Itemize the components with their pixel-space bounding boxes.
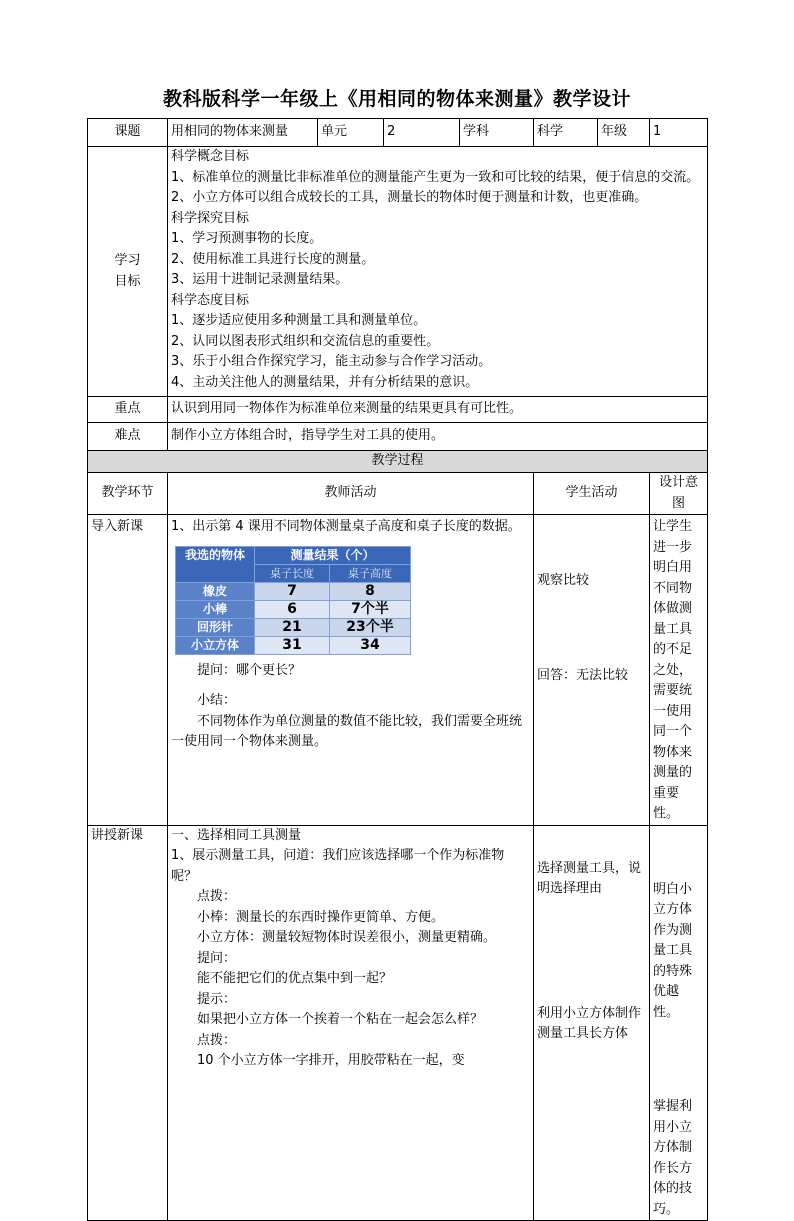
intro-teacher-line: 1、出示第 4 课用不同物体测量桌子高度和桌子长度的数据。 <box>171 519 521 534</box>
lecture-line: 一、选择相同工具测量 <box>171 827 302 843</box>
grade-value: 1 <box>650 119 708 147</box>
objective-line: 2、使用标准工具进行长度的测量。 <box>171 251 375 267</box>
intro-teacher <box>168 515 534 826</box>
col-teacher: 教师活动 <box>168 473 534 515</box>
mt-sub-length: 桌子长度 <box>255 564 330 582</box>
intro-stage: 导入新课 <box>88 515 168 826</box>
subject-label: 学科 <box>460 119 534 147</box>
lecture-intent <box>650 825 708 1221</box>
lecture-line: 提问： <box>197 950 237 966</box>
lecture-line: 小立方体：测量较短物体时误差很小，测量更精确。 <box>197 930 497 945</box>
key-point-text: 认识到用同一物体作为标准单位来测量的结果更具有可比性。 <box>168 397 708 423</box>
lecture-line: 能不能把它们的优点集中到一起？ <box>197 971 393 986</box>
difficulty-text: 制作小立方体组合时，指导学生对工具的使用。 <box>168 423 708 451</box>
objective-line: 3、乐于小组合作探究学习，能主动参与合作学习活动。 <box>171 354 492 369</box>
document-title: 教科版科学一年级上《用相同的物体来测量》教学设计 <box>162 88 631 110</box>
col-stage: 教学环节 <box>88 473 168 515</box>
table-row: 橡皮 7 8 <box>176 582 411 600</box>
lecture-line: 提示： <box>197 991 237 1007</box>
objective-line: 1、学习预测事物的长度。 <box>171 231 323 246</box>
objective-line: 科学探究目标 <box>171 210 250 226</box>
lecture-intent-1: 明白小立方体作为测量工具的特殊优越性。 <box>653 881 693 1020</box>
table-row: 回形针 21 23个半 <box>176 618 411 636</box>
intro-summary-text: 不同物体作为单位测量的数值不能比较，我们需要全班统一使用同一个物体来测量。 <box>171 713 523 749</box>
difficulty-row <box>88 423 708 451</box>
unit-label: 单元 <box>318 119 384 147</box>
mt-group-header: 测量结果（个） <box>255 546 411 564</box>
topic-value: 用相同的物体来测量 <box>168 119 318 147</box>
lecture-student <box>534 825 650 1221</box>
lecture-line: 点拨： <box>197 889 237 904</box>
info-row <box>88 119 708 147</box>
topic-label: 课题 <box>88 119 168 147</box>
lecture-line: 1、展示测量工具，问道：我们应该选择哪一个作为标准物呢？ <box>171 848 505 884</box>
key-point-row <box>88 397 708 423</box>
objective-line: 4、主动关注他人的测量结果，并有分析结果的意识。 <box>171 374 479 390</box>
objectives-row <box>88 147 708 397</box>
lecture-line: 点拨： <box>197 1032 237 1048</box>
lecture-teacher <box>168 825 534 1221</box>
key-point-label: 重点 <box>88 397 168 423</box>
lecture-intent-2: 掌握利用小立方体制作长方体的技巧。 <box>653 1099 693 1217</box>
lecture-line: 如果把小立方体一个挨着一个粘在一起会怎么样？ <box>197 1012 484 1027</box>
objective-line: 1、标准单位的测量比非标准单位的测量能产生更为一致和可比较的结果，便于信息的交流。 <box>171 169 700 185</box>
difficulty-label: 难点 <box>88 423 168 451</box>
objectives-content <box>168 147 708 397</box>
objective-line: 科学态度目标 <box>171 292 250 308</box>
intro-student-1: 观察比较 <box>537 573 590 588</box>
lecture-stage: 讲授新课 <box>88 825 168 1221</box>
lecture-student-1: 选择测量工具，说明选择理由 <box>537 860 642 896</box>
table-row: 小立方体 31 34 <box>176 636 411 654</box>
process-header: 教学过程 <box>88 451 708 473</box>
objectives-label: 学习 目标 <box>88 147 168 397</box>
objective-line: 3、运用十进制记录测量结果。 <box>171 272 349 287</box>
measurement-results-table <box>175 546 411 655</box>
grade-label: 年级 <box>598 119 650 147</box>
col-intent: 设计意图 <box>650 473 708 515</box>
process-columns-row <box>88 473 708 515</box>
objective-line: 2、认同以图表形式组织和交流信息的重要性。 <box>171 333 440 349</box>
objective-line: 2、小立方体可以组合成较长的工具，测量长的物体时便于测量和计数，也更准确。 <box>171 190 648 205</box>
intro-row <box>88 515 708 826</box>
intro-intent: 让学生进一步明白用不同物体做测量工具的不足之处，需要统一使用同一个物体来测量的重要性。 <box>650 515 708 826</box>
unit-value: 2 <box>384 119 460 147</box>
subject-value: 科学 <box>534 119 598 147</box>
table-row: 小棒 6 7个半 <box>176 600 411 618</box>
mt-col-object: 我选的物体 <box>176 546 255 582</box>
intro-student-2: 回答：无法比较 <box>537 667 629 683</box>
mt-sub-height: 桌子高度 <box>330 564 411 582</box>
objective-line: 科学概念目标 <box>171 149 250 164</box>
intro-summary-label: 小结： <box>197 693 237 708</box>
lecture-student-2: 利用小立方体制作测量工具长方体 <box>537 1005 642 1041</box>
objective-line: 1、逐步适应使用多种测量工具和测量单位。 <box>171 313 427 328</box>
lecture-line: 10 个小立方体一字排开，用胶带粘在一起，变 <box>197 1053 465 1068</box>
intro-student <box>534 515 650 826</box>
lecture-row <box>88 825 708 1221</box>
lecture-line: 小棒：测量长的东西时操作更简单、方便。 <box>197 909 445 925</box>
process-header-row <box>88 451 708 473</box>
col-student: 学生活动 <box>534 473 650 515</box>
intro-question: 提问：哪个更长？ <box>197 662 302 678</box>
lesson-plan-table <box>87 118 708 1221</box>
